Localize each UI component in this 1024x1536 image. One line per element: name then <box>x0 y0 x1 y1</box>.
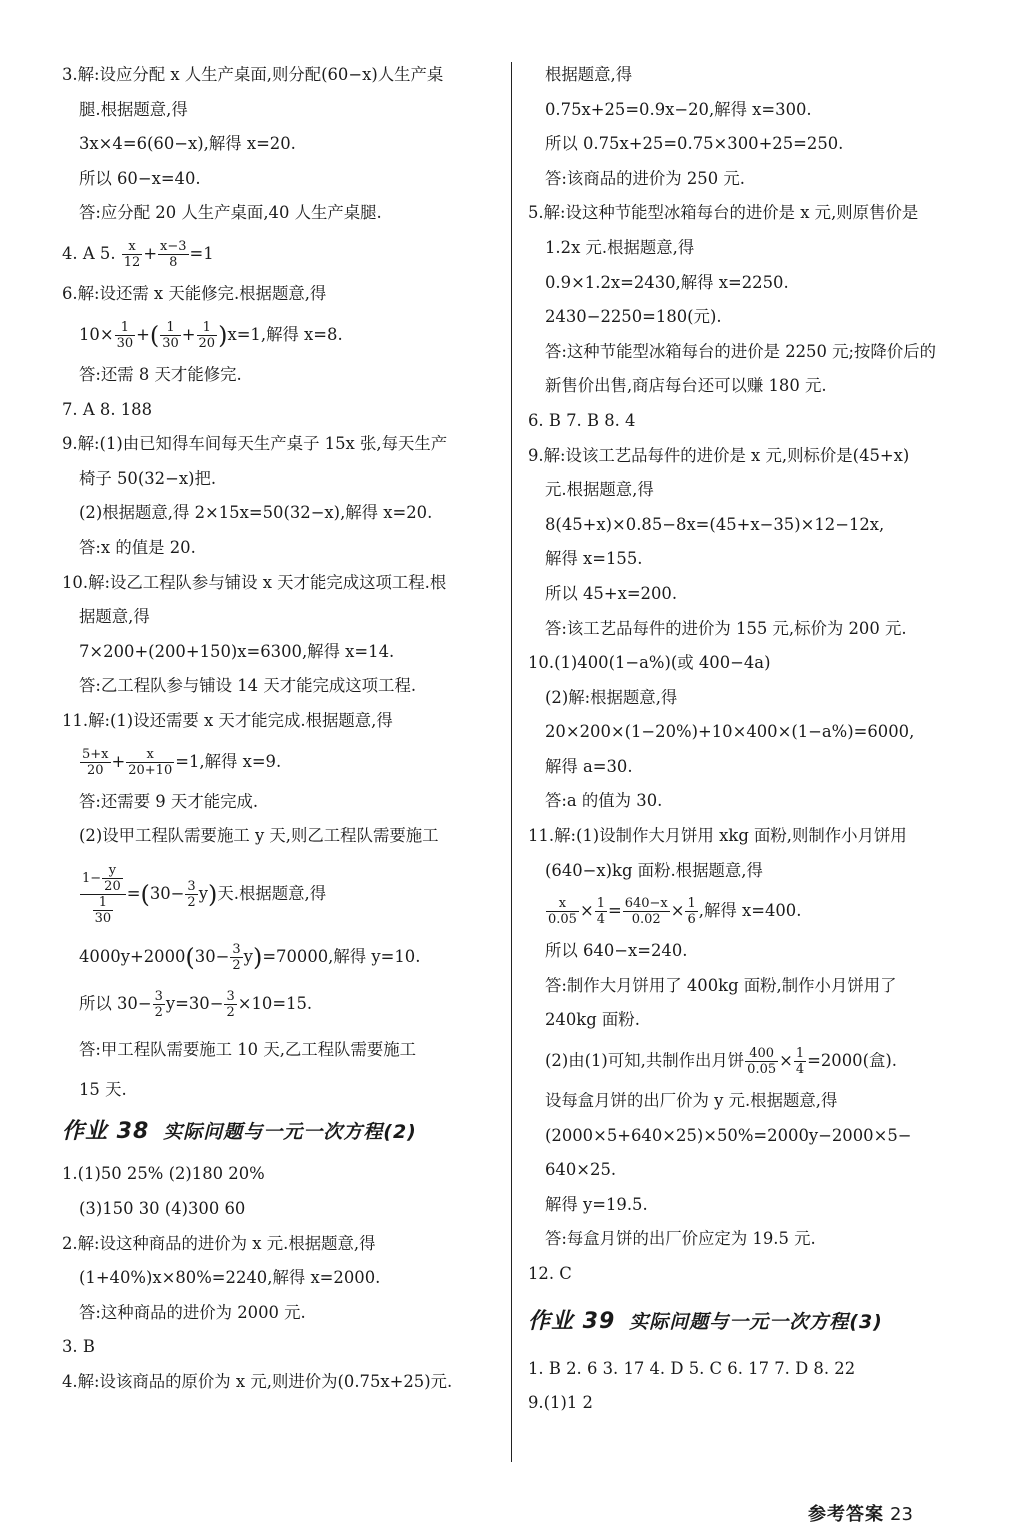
text-line: 15 天. <box>79 1079 127 1099</box>
text-line: 答:a 的值为 30. <box>545 791 663 811</box>
fraction: $\frac{x}{20+10}$ <box>128 746 173 778</box>
text-line: 新售价出售,商店每台还可以赚 180 元. <box>545 376 827 396</box>
text-line: 11.解:(1)设制作大月饼用 xkg 面粉,则制作小月饼用 <box>528 826 907 846</box>
section-heading-38: 作业 38 实际问题与一元一次方程(2) <box>62 1119 417 1145</box>
text-line: 0.9×1.2x=2430,解得 x=2250. <box>545 272 789 292</box>
fraction: $\frac{1}{30}$ <box>162 319 179 351</box>
equation-line: $\frac{5+x}{20}$ + $\frac{x}{20+10}$ =1,解得 x=9. <box>82 746 282 778</box>
fraction: $\frac{x}{0.05}$ <box>548 896 577 928</box>
text-line: 3. B <box>62 1337 95 1357</box>
text-line: 解得 y=19.5. <box>545 1194 648 1214</box>
text-line: 640×25. <box>545 1160 617 1180</box>
text-line: 20×200×(1−20%)+10×400×(1−a%)=6000, <box>545 722 915 742</box>
section-38-answers <box>62 1157 502 1399</box>
text-line: 答:x 的值是 20. <box>79 538 196 558</box>
text-line: 9.解:(1)由已知得车间每天生产桌子 15x 张,每天生产 <box>62 434 448 454</box>
text-line: 8(45+x)×0.85−8x=(45+x−35)×12−12x, <box>545 514 885 534</box>
text-line: 1.(1)50 25% (2)180 20% <box>62 1164 265 1184</box>
text-line: 答:乙工程队参与铺设 14 天才能完成这项工程. <box>79 676 417 696</box>
page-footer <box>808 1500 913 1526</box>
text-line: 2.解:设这种商品的进价为 x 元.根据题意,得 <box>62 1233 376 1253</box>
answer-3 <box>62 58 502 231</box>
fraction: $\frac{3}{2}$ <box>232 942 241 974</box>
equation-line: $\frac{x}{0.05}$ × $\frac{1}{4}$ = $\frac{640-x}{0.02}$ × $\frac{1}{6}$ ,解得 x=400. <box>548 896 802 928</box>
complex-fraction: 1− $\frac{y}{20}$ $\frac{1}{30}$ <box>80 863 126 926</box>
text-line: 答:应分配 20 人生产桌面,40 人生产桌腿. <box>79 203 382 223</box>
answer-11 <box>62 704 502 1107</box>
answer-12: 12. C <box>528 1264 572 1283</box>
text-line: (640−x)kg 面粉.根据题意,得 <box>545 860 763 880</box>
fraction: $\frac{1}{30}$ <box>116 319 134 351</box>
equation-line: 4000y+2000(30− $\frac{3}{2}$ y)=70000,解得 y=10. <box>79 942 421 974</box>
fraction: $\frac{640-x}{0.02}$ <box>624 896 668 928</box>
text-line: (3)150 30 (4)300 60 <box>79 1198 246 1218</box>
text-line: 答:还需 8 天才能修完. <box>79 365 242 385</box>
answer-4-continued <box>528 58 968 196</box>
text-line: 240kg 面粉. <box>545 1010 640 1030</box>
text-line: 设每盒月饼的出厂价为 y 元.根据题意,得 <box>545 1091 838 1111</box>
fraction: $\frac{x}{12}$ <box>123 238 141 270</box>
complex-fraction-line: 1− $\frac{y}{20}$ $\frac{1}{30}$ =(30− $\frac{3}{2}$ y)天.根据题意,得 <box>82 862 327 926</box>
text-line: 所以 60−x=40. <box>79 168 201 188</box>
answer-6 <box>62 277 502 393</box>
fraction: $\frac{x-3}{8}$ <box>160 238 187 270</box>
text-line: 椅子 50(32−x)把. <box>79 468 217 488</box>
text-line: 1.2x 元.根据题意,得 <box>545 237 695 257</box>
text-line: 答:还需要 9 天才能完成. <box>79 791 259 811</box>
text-line: 11.解:(1)设还需要 x 天才能完成.根据题意,得 <box>62 711 393 730</box>
text-line: 所以 45+x=200. <box>545 583 678 603</box>
fraction: $\frac{5+x}{20}$ <box>82 746 109 778</box>
text-line: 3.解:设应分配 x 人生产桌面,则分配(60−x)人生产桌 <box>62 65 444 84</box>
text-line: (2)解:根据题意,得 <box>545 687 678 707</box>
fraction: $\frac{1}{20}$ <box>198 319 216 351</box>
left-column <box>62 58 502 1400</box>
fraction: $\frac{400}{0.05}$ <box>747 1046 777 1078</box>
fraction: $\frac{1}{4}$ <box>795 1046 805 1078</box>
answer-11 <box>528 819 968 1257</box>
text-line: (2)根据题意,得 2×15x=50(32−x),解得 x=20. <box>79 503 433 523</box>
text-line: 4.解:设该商品的原价为 x 元,则进价为(0.75x+25)元. <box>62 1371 453 1391</box>
text-line: 答:这种商品的进价为 2000 元. <box>79 1302 306 1322</box>
fraction: $\frac{3}{2}$ <box>154 988 163 1020</box>
answer-5 <box>528 196 968 404</box>
text-line: 3x×4=6(60−x),解得 x=20. <box>79 134 296 154</box>
text-line: 10.(1)400(1−a%)(或 400−4a) <box>528 653 771 673</box>
text-line: 答:这种节能型冰箱每台的进价是 2250 元;按降价后的 <box>545 341 936 361</box>
column-divider <box>511 62 512 1462</box>
equation-line: 10× $\frac{1}{30}$ +( $\frac{1}{30}$ + $\frac{1}{20}$ )x=1,解得 x=8. <box>79 319 343 351</box>
footer-label: 参考答案 <box>808 1504 884 1525</box>
answer-9 <box>62 427 502 565</box>
text-line: 所以 0.75x+25=0.75×300+25=250. <box>545 134 844 154</box>
fraction: $\frac{1}{4}$ <box>596 896 605 928</box>
equation-line: (2)由(1)可知,共制作出月饼 $\frac{400}{0.05}$ × $\frac{1}{4}$ =2000(盒). <box>545 1046 897 1078</box>
equation-line: 所以 30− $\frac{3}{2}$ y=30− $\frac{3}{2}$ ×10=15. <box>79 988 313 1020</box>
text-line: 2430−2250=180(元). <box>545 307 722 327</box>
answer-6-7-8: 6. B 7. B 8. 4 <box>528 410 636 430</box>
answer-4-5: 4. A 5. $\frac{x}{12}$ + $\frac{x-3}{8}$ =1 <box>62 238 214 270</box>
text-line: 解得 x=155. <box>545 549 643 569</box>
text-line: 腿.根据题意,得 <box>79 99 188 119</box>
text-line: 元.根据题意,得 <box>545 480 654 500</box>
answer-9 <box>528 439 968 647</box>
text-line: 0.75x+25=0.9x−20,解得 x=300. <box>545 99 812 119</box>
page-number: 23 <box>890 1504 913 1525</box>
section-heading-39: 作业 39 实际问题与一元一次方程(3) <box>528 1308 883 1334</box>
fraction: $\frac{3}{2}$ <box>226 988 235 1020</box>
text-line: 5.解:设这种节能型冰箱每台的进价是 x 元,则原售价是 <box>528 203 919 223</box>
text-line: (2000×5+640×25)×50%=2000y−2000×5− <box>545 1125 912 1145</box>
text-line: 解得 a=30. <box>545 756 633 776</box>
answer-10 <box>528 646 968 819</box>
text-line: 9.解:设该工艺品每件的进价是 x 元,则标价是(45+x) <box>528 445 910 465</box>
answer-7-8: 7. A 8. 188 <box>62 399 153 419</box>
text-line: 根据题意,得 <box>545 65 633 84</box>
right-column <box>528 58 968 1421</box>
text-line: 所以 640−x=240. <box>545 941 688 961</box>
text-line: 答:该工艺品每件的进价为 155 元,标价为 200 元. <box>545 618 907 638</box>
text-line: 答:该商品的进价为 250 元. <box>545 168 745 188</box>
text-line: 答:每盒月饼的出厂价应定为 19.5 元. <box>545 1229 816 1249</box>
text-line: 10.解:设乙工程队参与铺设 x 天才能完成这项工程.根 <box>62 572 447 592</box>
text-line: 7×200+(200+150)x=6300,解得 x=14. <box>79 641 395 661</box>
text-line: 答:甲工程队需要施工 10 天,乙工程队需要施工 <box>79 1039 417 1059</box>
answer-10 <box>62 566 502 704</box>
text-line: 答:制作大月饼用了 400kg 面粉,制作小月饼用了 <box>545 975 897 995</box>
section-39-answers: 1. B 2. 6 3. 17 4. D 5. C 6. 17 7. D 8. 22 <box>528 1358 856 1378</box>
fraction: $\frac{3}{2}$ <box>187 878 196 910</box>
text-line: (1+40%)x×80%=2240,解得 x=2000. <box>79 1268 381 1288</box>
text-span: 4. A 5. <box>62 243 116 263</box>
text-line: 6.解:设还需 x 天能修完.根据题意,得 <box>62 283 327 303</box>
section-39-answer-9: 9.(1)1 2 <box>528 1393 593 1413</box>
fraction: $\frac{1}{6}$ <box>687 896 696 928</box>
text-line: (2)设甲工程队需要施工 y 天,则乙工程队需要施工 <box>79 826 439 846</box>
text-line: 据题意,得 <box>79 607 150 627</box>
